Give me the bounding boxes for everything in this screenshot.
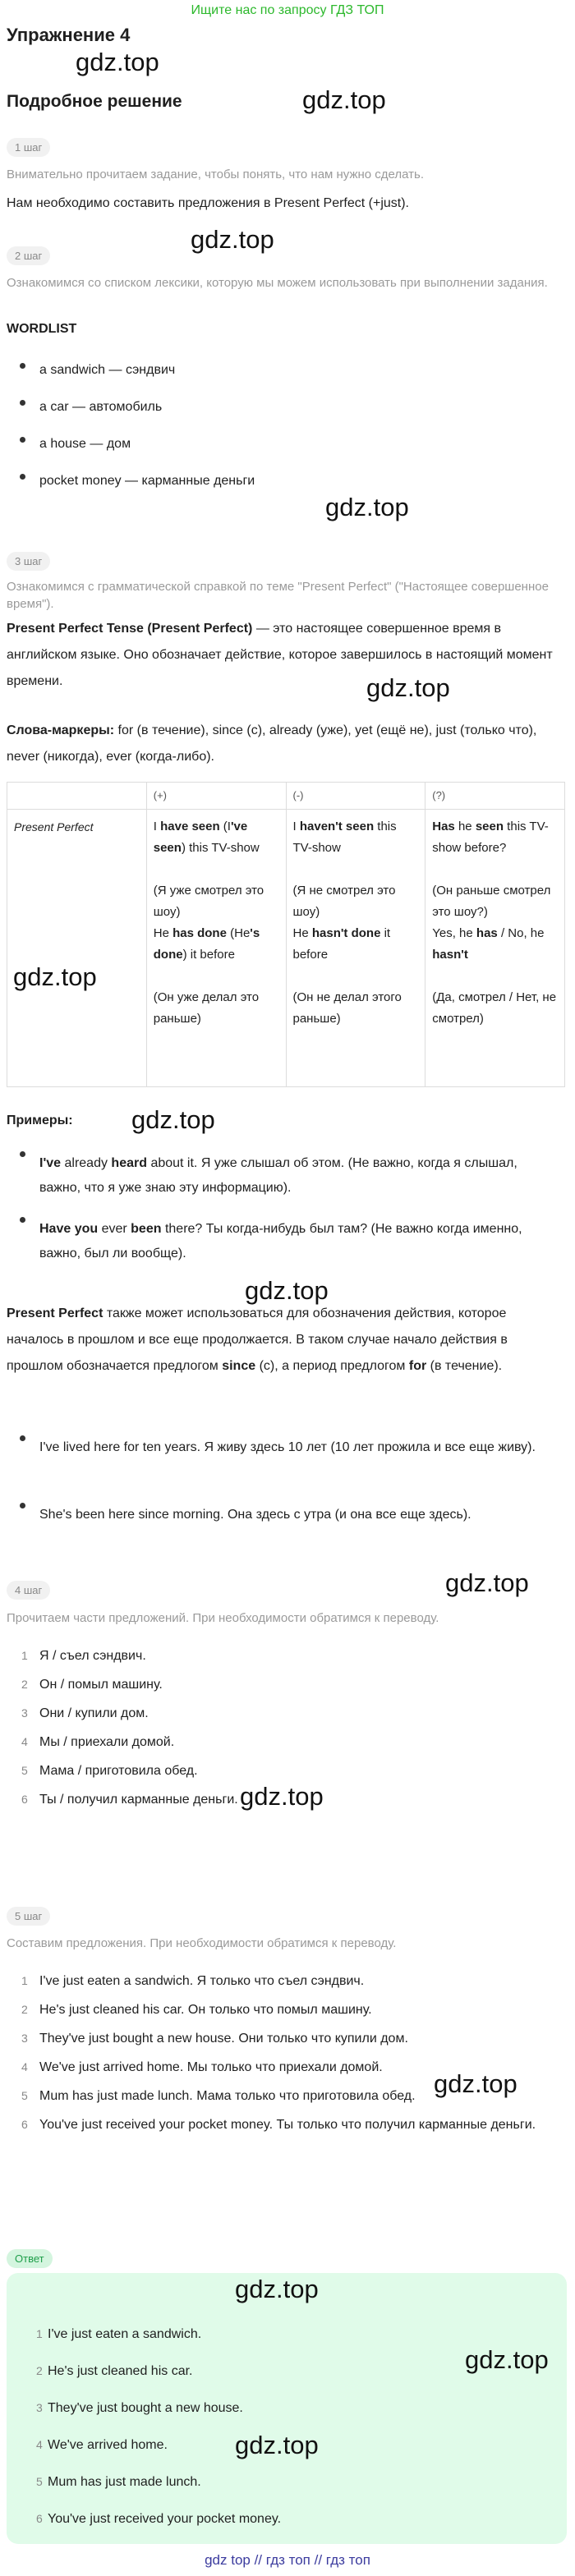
item-text: I've just eaten a sandwich.: [48, 2327, 202, 2341]
table-header-minus: (-): [286, 783, 426, 810]
list-item: a house — дом: [7, 437, 565, 474]
term: for: [408, 1359, 427, 1373]
step-note: Прочитаем части предложений. При необходимости обратимся к переводу.: [7, 1611, 439, 1625]
table-header-plus: (+): [146, 783, 286, 810]
item-text: Я / съел сэндвич.: [39, 1649, 146, 1663]
table-cell-minus: I haven't seen this TV-show (Я не смотрел это шоу) He hasn't done it before (Он не делал этого раньше): [286, 810, 426, 1087]
item-text: They've just bought a new house.: [48, 2401, 243, 2415]
item-text: We've arrived home.: [48, 2438, 168, 2452]
watermark: gdz.top: [434, 2069, 518, 2098]
wordlist-label: WORDLIST: [7, 322, 77, 336]
examples-list: [7, 1151, 549, 1274]
list-item: 1 Я / съел сэндвич.: [21, 1649, 146, 1663]
item-text: We've just arrived home. Мы только что приехали домой.: [39, 2060, 383, 2074]
list-item: 4 We've just arrived home. Мы только что приехали домой.: [21, 2060, 383, 2074]
list-item: 6 You've just received your pocket money.: [36, 2512, 282, 2526]
list-item: 4 We've arrived home.: [36, 2438, 168, 2452]
list-item: 3 Они / купили дом.: [21, 1706, 149, 1720]
list-item: 2 He's just cleaned his car.: [36, 2364, 193, 2378]
item-text: Мы / приехали домой.: [39, 1735, 175, 1749]
item-text: Он / помыл машину.: [39, 1678, 163, 1692]
item-text: You've just received your pocket money. Ты только что получил карманные деньги.: [39, 2118, 536, 2132]
rule-text: (в течение).: [426, 1359, 503, 1373]
step-note: Ознакомимся со списком лексики, которую мы можем использовать при выполнении задания.: [7, 276, 548, 290]
exercise-title: Упражнение 4: [7, 25, 131, 45]
item-text: He's just cleaned his car. Он только что помыл машину.: [39, 2003, 372, 2017]
list-item: 1 I've just eaten a sandwich. Я только что съел сэндвич.: [21, 1974, 365, 1988]
watermark: gdz.top: [240, 1782, 324, 1811]
answer-badge: Ответ: [7, 2249, 53, 2268]
list-item: 6 You've just received your pocket money. Ты только что получил карманные деньги.: [21, 2118, 536, 2132]
rule-text: также может использоваться для обозначения действия, которое началось в прошлом и все еще продолжается. В таком случае начало действия в прошлом обозначается предлогом: [7, 1306, 508, 1373]
markers-label: Слова-маркеры:: [7, 723, 115, 737]
watermark: gdz.top: [191, 225, 274, 254]
step-text: Нам необходимо составить предложения в Present Perfect (+just).: [7, 196, 409, 210]
term: Present Perfect Tense (Present Perfect): [7, 622, 253, 636]
item-text: Ты / получил карманные деньги.: [39, 1793, 238, 1807]
item-text: I've just eaten a sandwich. Я только что съел сэндвич.: [39, 1974, 365, 1988]
answer-box: [7, 2273, 567, 2544]
list-item: 5 Мама / приготовила обед.: [21, 1764, 198, 1778]
step-badge: 5 шаг: [7, 1907, 50, 1926]
search-banner[interactable]: Ищите нас по запросу ГДЗ ТОП: [191, 3, 384, 17]
grammar-table: [7, 782, 565, 1087]
list-item: 2 Он / помыл машину.: [21, 1678, 163, 1692]
table-row-label: Present Perfect: [7, 810, 147, 1087]
list-item: 6 Ты / получил карманные деньги.: [21, 1793, 238, 1807]
list-item: She's been here since morning. Она здесь с утра (и она все еще здесь).: [7, 1503, 549, 1527]
list-item: 1 I've just eaten a sandwich.: [36, 2327, 202, 2341]
step-badge: 3 шаг: [7, 552, 50, 571]
list-item: Have you ever been there? Ты когда-нибудь был там? (Не важно когда именно, важно, был ли вообще).: [7, 1217, 549, 1274]
watermark: gdz.top: [445, 1568, 529, 1597]
examples-label: Примеры:: [7, 1114, 73, 1127]
parts-list: [7, 1646, 565, 1818]
list-item: pocket money — карманные деньги: [7, 474, 565, 511]
step-note: Внимательно прочитаем задание, чтобы понять, что нам нужно сделать.: [7, 168, 425, 181]
item-text: Мама / приготовила обед.: [39, 1764, 198, 1778]
list-item: 4 Мы / приехали домой.: [21, 1735, 175, 1749]
watermark: gdz.top: [131, 1105, 215, 1134]
step-note: Составим предложения. При необходимости обратимся к переводу.: [7, 1936, 397, 1950]
step-note: Ознакомимся с грамматической справкой по теме "Present Perfect" ("Настоящее совершенное время").: [7, 580, 549, 611]
item-text: Mum has just made lunch. Мама только что приготовила обед.: [39, 2089, 416, 2103]
list-item: 2 He's just cleaned his car. Он только что помыл машину.: [21, 2003, 372, 2017]
item-text: You've just received your pocket money.: [48, 2512, 282, 2526]
list-item: I've already heard about it. Я уже слышал об этом. (Не важно, когда я слышал, важно, что я уже знаю эту информацию).: [7, 1151, 549, 1217]
markers-text: for (в течение), since (с), already (уже), yet (ещё не), just (только что), never (никогда), ever (когда-либо).: [7, 723, 537, 764]
watermark: gdz.top: [235, 2275, 319, 2303]
list-item: 5 Mum has just made lunch. Мама только что приготовила обед.: [21, 2089, 416, 2103]
watermark: gdz.top: [302, 85, 386, 114]
step-badge: 4 шаг: [7, 1581, 50, 1600]
table-cell-plus: I have seen (I've seen) this TV-show (Я уже смотрел это шоу) He has done (He's done) it before (Он уже делал это раньше): [146, 810, 286, 1087]
extra-rule: [7, 1301, 565, 1380]
list-item: 5 Mum has just made lunch.: [36, 2475, 201, 2489]
watermark: gdz.top: [76, 48, 159, 76]
footer-links[interactable]: gdz top // гдз топ // гдз топ: [205, 2552, 370, 2568]
markers: [7, 718, 565, 770]
table-cell-question: Has he seen this TV-show before? (Он раньше смотрел это шоу?) Yes, he has / No, he hasn't (Да, смотрел / Нет, не смотрел): [426, 810, 565, 1087]
watermark: gdz.top: [13, 962, 97, 991]
list-item: a car — автомобиль: [7, 400, 565, 437]
watermark: gdz.top: [245, 1276, 329, 1305]
term: Present Perfect: [7, 1306, 104, 1320]
wordlist: [7, 363, 565, 511]
definition-text: — это настоящее совершенное время в английском языке. Оно обозначает действие, которое завершилось в настоящий момент времени.: [7, 622, 553, 688]
list-item: a sandwich — сэндвич: [7, 363, 565, 400]
watermark: gdz.top: [235, 2431, 319, 2459]
answer-list: [7, 2273, 567, 2546]
step-badge: 2 шаг: [7, 246, 50, 265]
definition: [7, 616, 565, 695]
watermark: gdz.top: [366, 673, 450, 702]
sentences-list: [7, 1971, 549, 2156]
list-item: 3 They've just bought a new house.: [36, 2401, 243, 2415]
watermark: gdz.top: [325, 493, 409, 521]
list-item: I've lived here for ten years. Я живу здесь 10 лет (10 лет прожила и все еще живу).: [7, 1435, 549, 1503]
list-item: 3 They've just bought a new house. Они только что купили дом.: [21, 2032, 408, 2046]
term: since: [222, 1359, 256, 1373]
examples-list: [7, 1435, 549, 1527]
item-text: He's just cleaned his car.: [48, 2364, 193, 2378]
rule-text: (с), а период предлогом: [255, 1359, 409, 1373]
step-badge: 1 шаг: [7, 138, 50, 157]
item-text: Они / купили дом.: [39, 1706, 149, 1720]
solution-title: Подробное решение: [7, 92, 182, 111]
table-header-question: (?): [426, 783, 565, 810]
table-header-empty: [7, 783, 147, 810]
watermark: gdz.top: [465, 2345, 549, 2374]
item-text: Mum has just made lunch.: [48, 2475, 201, 2489]
item-text: They've just bought a new house. Они только что купили дом.: [39, 2032, 408, 2046]
